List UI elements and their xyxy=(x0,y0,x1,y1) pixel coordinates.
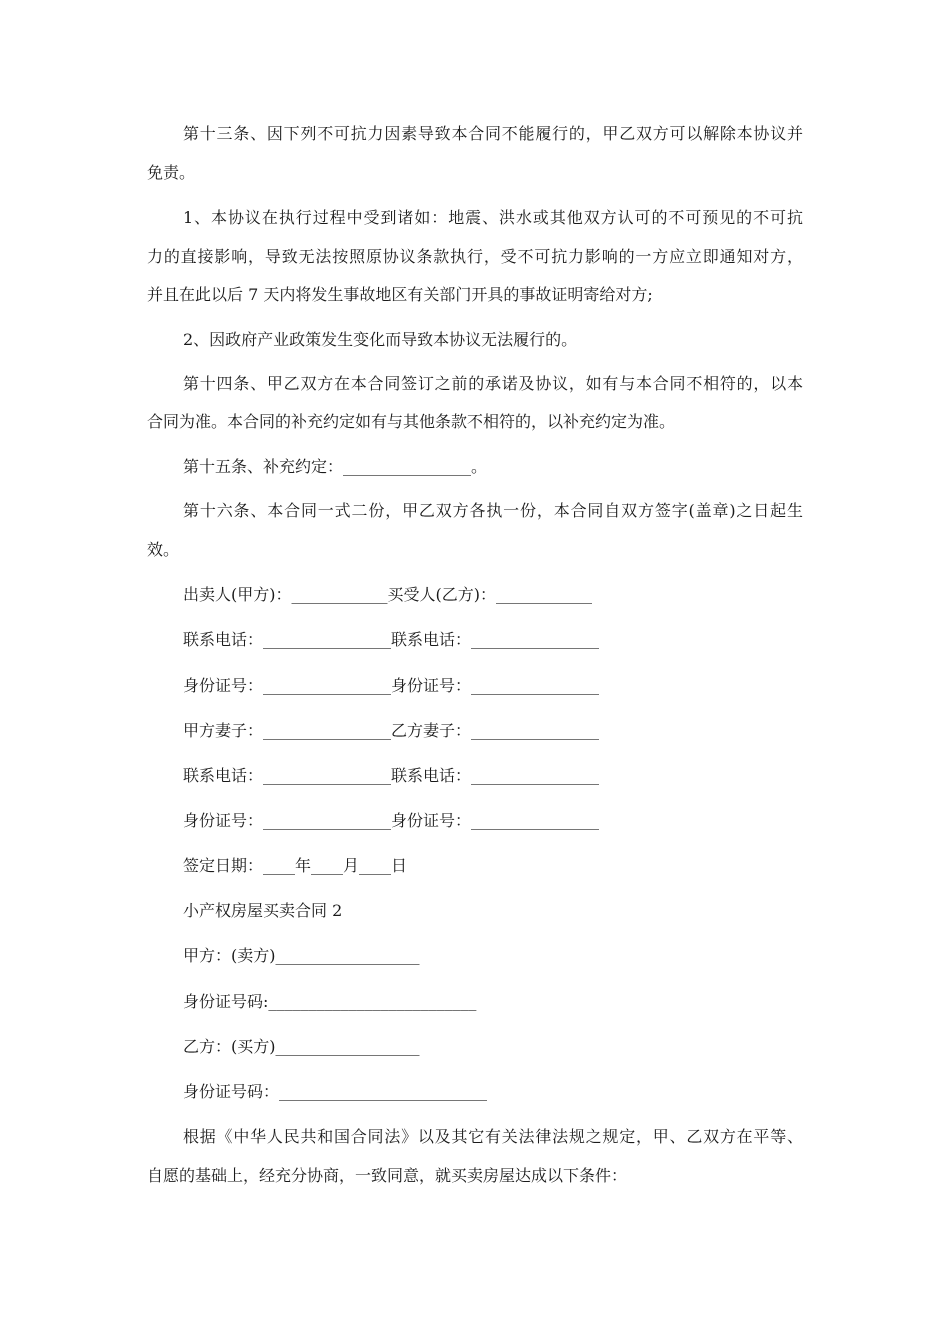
item2: 2、因政府产业政策发生变化而导致本协议无法履行的。 xyxy=(183,330,578,349)
signature-line-id-1: 身份证号：________________身份证号：________________ xyxy=(183,676,600,695)
signature-line-phone-1: 联系电话：________________联系电话：________________ xyxy=(183,630,600,649)
signature-line-phone-2: 联系电话：________________联系电话：________________ xyxy=(183,766,600,785)
contract2-title: 小产权房屋买卖合同 2 xyxy=(183,901,343,920)
contract2-preamble-line1: 根据《中华人民共和国合同法》以及其它有关法律法规之规定，甲、乙双方在平等、 xyxy=(183,1127,803,1146)
article16-line1: 第十六条、本合同一式二份，甲乙双方各执一份，本合同自双方签字(盖章)之日起生 xyxy=(183,501,803,520)
contract2-party-a-id: 身份证号码:__________________________ xyxy=(183,992,477,1011)
article13-line2: 免责。 xyxy=(147,163,196,182)
contract2-party-a: 甲方：(卖方)__________________ xyxy=(183,946,420,965)
item1-line3: 并且在此以后 7 天内将发生事故地区有关部门开具的事故证明寄给对方; xyxy=(147,285,653,304)
article14-line1: 第十四条、甲乙双方在本合同签订之前的承诺及协议，如有与本合同不相符的，以本 xyxy=(183,374,803,393)
signature-line-spouse: 甲方妻子：________________乙方妻子：________________ xyxy=(183,721,600,740)
contract2-party-b-id: 身份证号码：__________________________ xyxy=(183,1082,488,1101)
article13-line1: 第十三条、因下列不可抗力因素导致本合同不能履行的，甲乙双方可以解除本协议并 xyxy=(183,124,803,143)
sign-date: 签定日期：____年____月____日 xyxy=(183,856,408,875)
article14-line2: 合同为准。本合同的补充约定如有与其他条款不相符的，以补充约定为准。 xyxy=(147,412,676,431)
contract2-preamble-line2: 自愿的基础上，经充分协商，一致同意，就买卖房屋达成以下条件： xyxy=(147,1166,628,1185)
article16-line2: 效。 xyxy=(147,540,180,559)
article15: 第十五条、补充约定：________________。 xyxy=(183,457,488,476)
signature-line-seller-buyer: 出卖人(甲方)：____________买受人(乙方)：____________ xyxy=(183,585,592,604)
signature-line-id-2: 身份证号：________________身份证号：________________ xyxy=(183,811,600,830)
item1-line1: 1、本协议在执行过程中受到诸如：地震、洪水或其他双方认可的不可预见的不可抗 xyxy=(183,208,803,227)
contract2-party-b: 乙方：(买方)__________________ xyxy=(183,1037,420,1056)
item1-line2: 力的直接影响，导致无法按照原协议条款执行，受不可抗力影响的一方应立即通知对方， xyxy=(147,247,803,266)
